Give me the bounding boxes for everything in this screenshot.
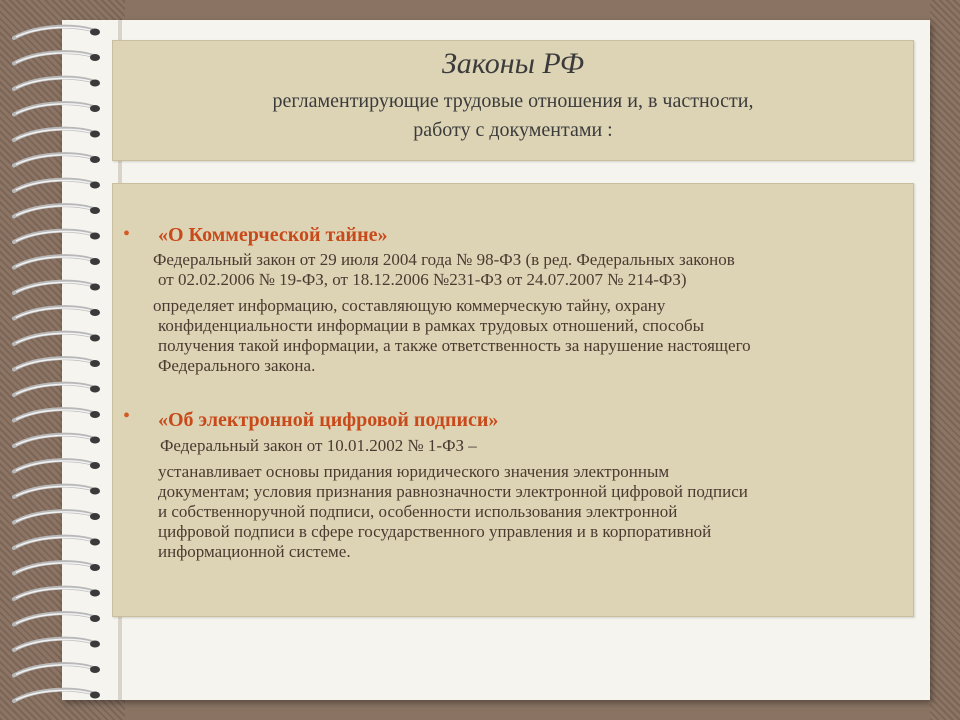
spiral-ring xyxy=(14,613,100,624)
spiral-ring xyxy=(14,639,100,650)
spiral-ring xyxy=(14,333,100,344)
spiral-ring xyxy=(14,154,100,165)
spiral-ring xyxy=(14,256,100,267)
spiral-ring xyxy=(14,52,100,63)
spiral-ring xyxy=(14,409,100,420)
law-description-line: и собственноручной подписи, особенности использования электронной xyxy=(158,502,678,521)
law-description-line: устанавливает основы придания юридического значения электронным xyxy=(158,462,670,481)
law-reference-line: Федеральный закон от 29 июля 2004 года № 98-ФЗ (в ред. Федеральных законов xyxy=(153,250,735,269)
spiral-ring xyxy=(14,511,100,522)
spiral-ring xyxy=(14,486,100,497)
spiral-ring xyxy=(14,690,100,701)
law-reference-line: от 02.02.2006 № 19-ФЗ, от 18.12.2006 №231-ФЗ от 24.07.2007 № 214-ФЗ) xyxy=(158,270,687,289)
law-description-line: документам; условия признания равнозначности электронной цифровой подписи xyxy=(158,482,748,501)
bullet-marker: • xyxy=(123,223,131,245)
spiral-ring xyxy=(14,205,100,216)
spiral-binding xyxy=(0,0,130,720)
law-description-line: получения такой информации, а также ответственность за нарушение настоящего xyxy=(158,336,751,355)
slide-title: Законы РФ xyxy=(441,47,585,80)
law-description-line: определяет информацию, составляющую коммерческую тайну, охрану xyxy=(153,296,666,315)
spiral-ring xyxy=(14,27,100,38)
law-description-line: цифровой подписи в сфере государственного управления и в корпоративной xyxy=(158,522,712,541)
law-description-line: конфиденциальности информации в рамках трудовых отношений, способы xyxy=(158,316,705,335)
law-description-line: информационной системе. xyxy=(158,542,351,561)
spiral-ring xyxy=(14,358,100,369)
law-reference-line: Федеральный закон от 10.01.2002 № 1-ФЗ – xyxy=(160,436,477,455)
spiral-ring xyxy=(14,180,100,191)
law-title-digital-signature: «Об электронной цифровой подписи» xyxy=(158,409,499,431)
spiral-ring xyxy=(14,537,100,548)
right-background-band xyxy=(930,0,960,720)
law-title-commercial-secret: «О Коммерческой тайне» xyxy=(158,224,388,246)
law-description-line: Федерального закона. xyxy=(158,356,316,375)
subtitle-line-1: регламентирующие трудовые отношения и, в частности, xyxy=(272,90,754,112)
spiral-ring xyxy=(14,78,100,89)
spiral-ring xyxy=(14,282,100,293)
spiral-ring xyxy=(14,384,100,395)
spiral-ring xyxy=(14,129,100,140)
spiral-ring xyxy=(14,307,100,318)
spiral-ring xyxy=(14,231,100,242)
title-panel xyxy=(112,40,914,161)
subtitle-line-2: работу с документами : xyxy=(413,119,613,141)
spiral-ring xyxy=(14,664,100,675)
spiral-ring xyxy=(14,588,100,599)
spiral-ring xyxy=(14,435,100,446)
slide-subtitle xyxy=(113,87,913,145)
spiral-ring xyxy=(14,103,100,114)
content-panel xyxy=(112,183,914,617)
bullet-marker: • xyxy=(123,405,131,427)
spiral-ring xyxy=(14,460,100,471)
spiral-ring xyxy=(14,562,100,573)
